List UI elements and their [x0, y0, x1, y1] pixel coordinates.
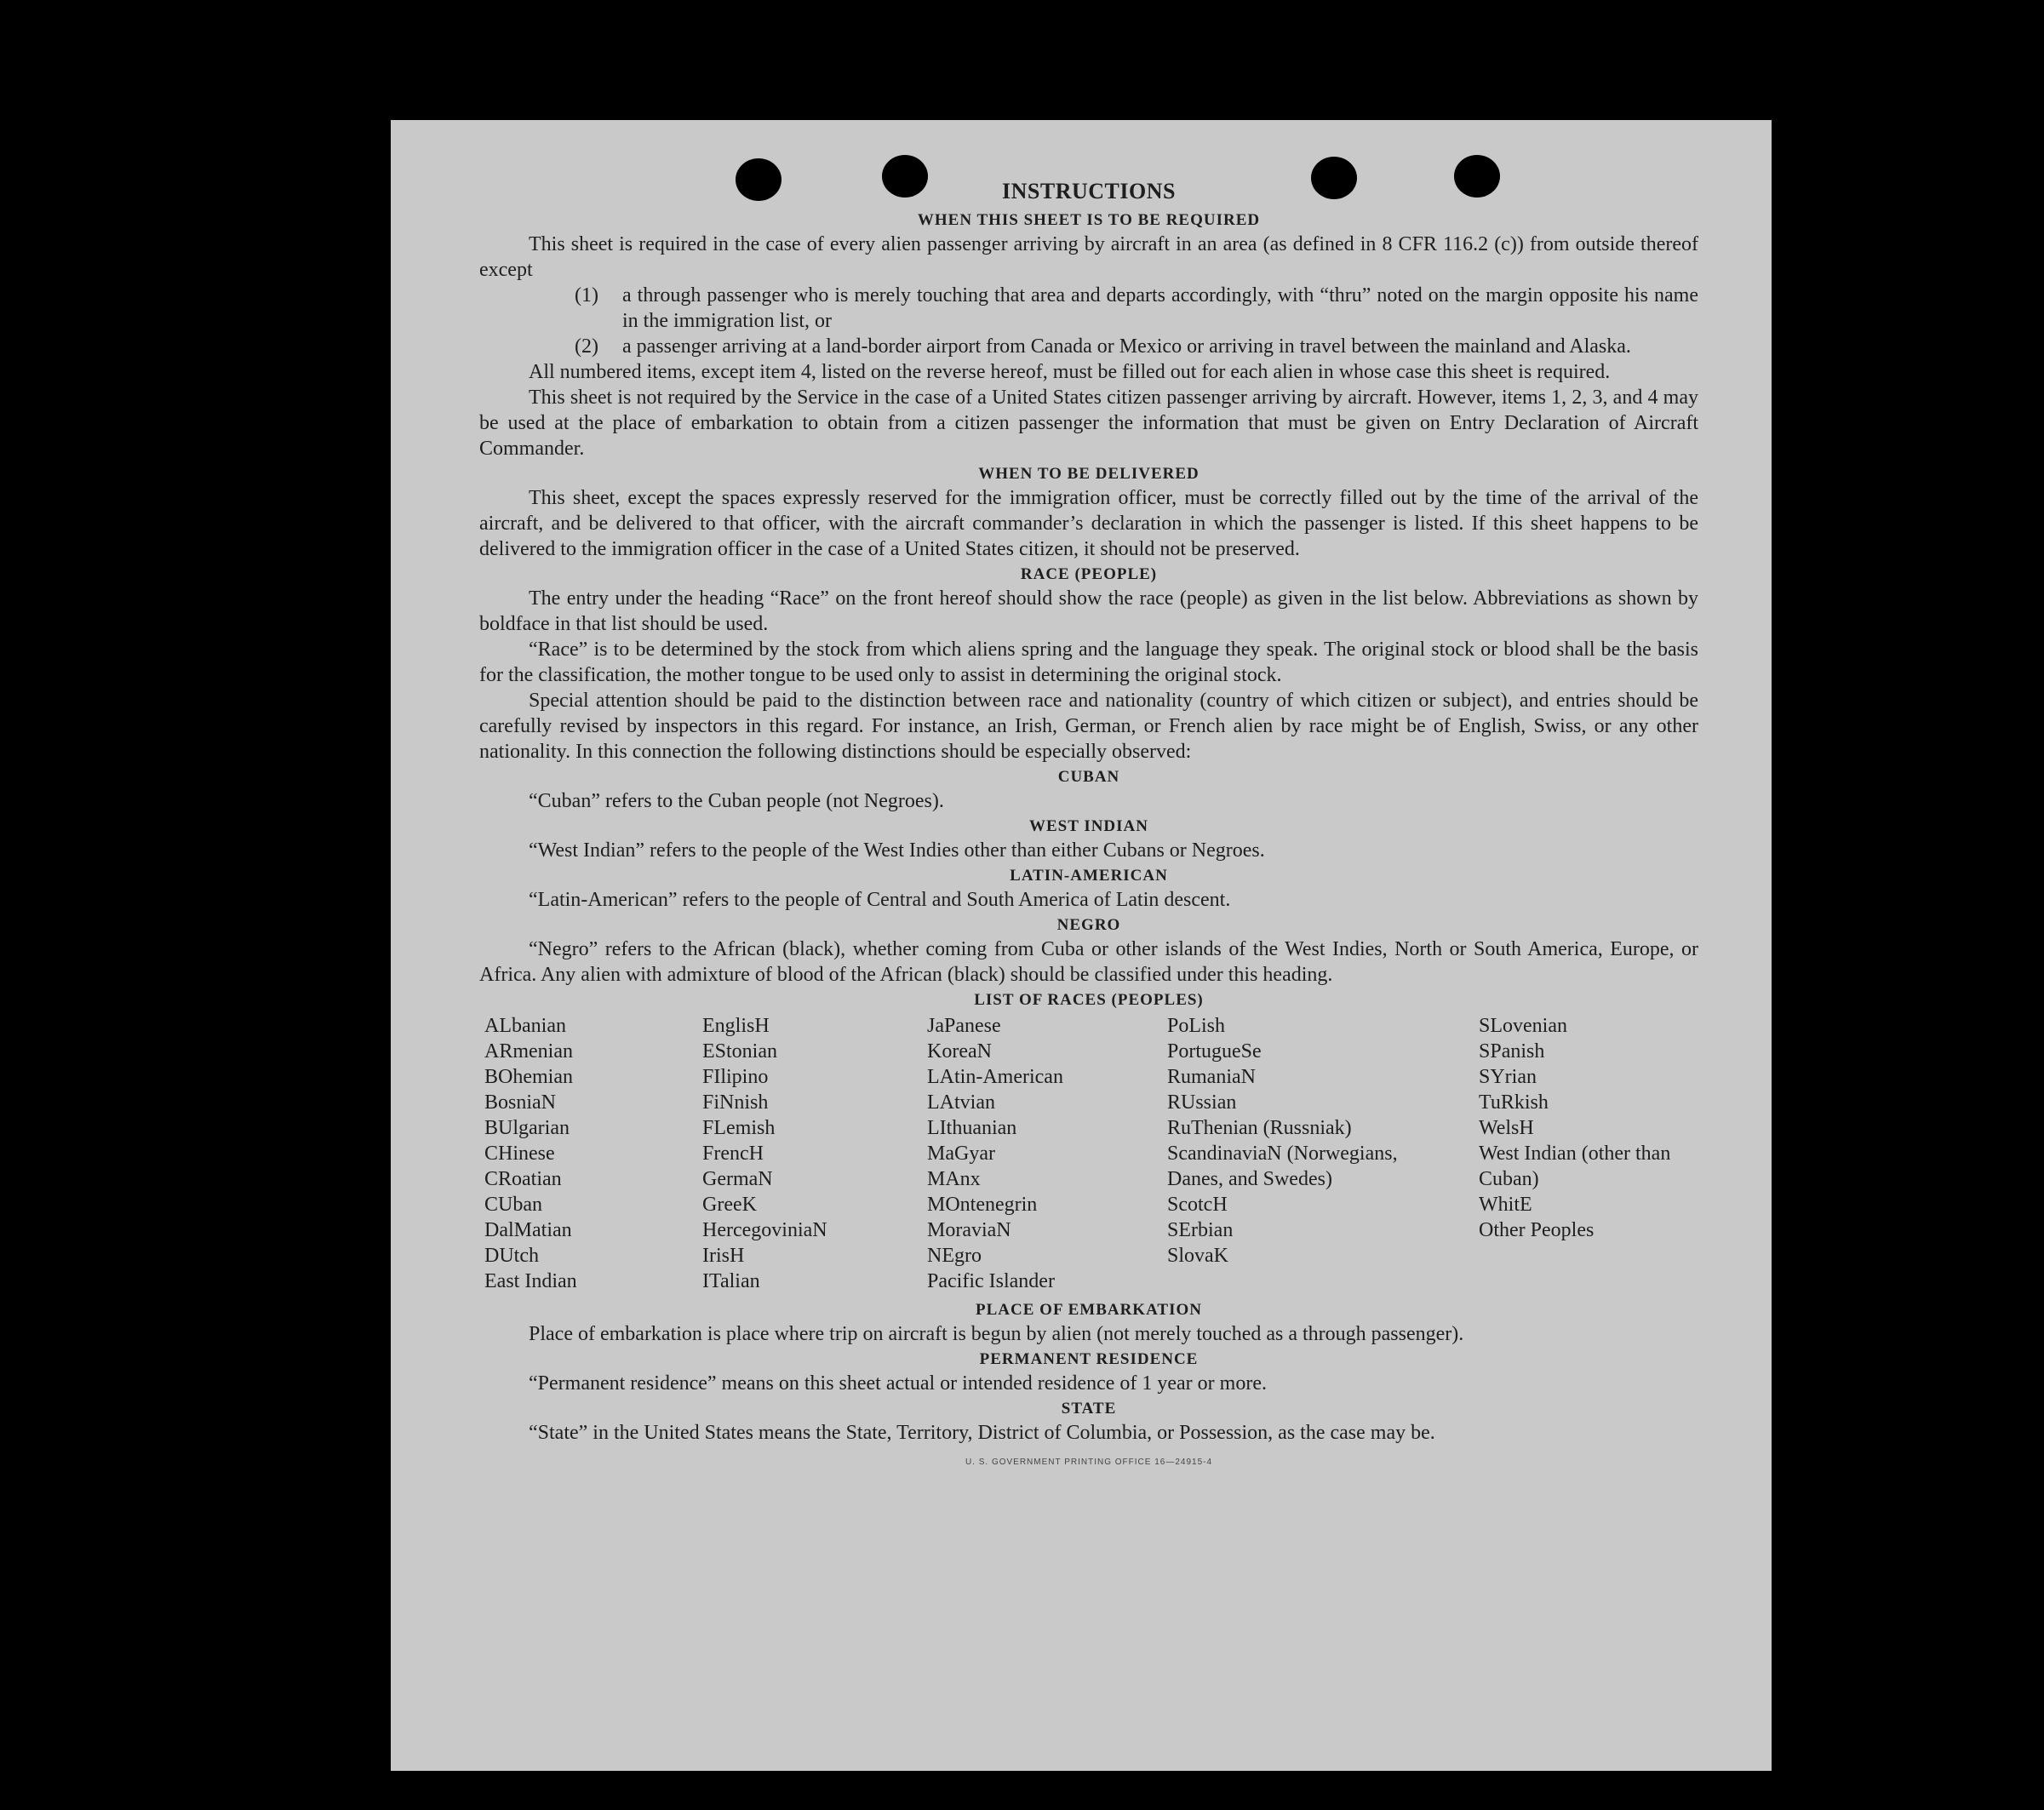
paragraph: This sheet, except the spaces expressly reserved for the immigration officer, must be correctly filled out by the time of the arrival of the aircraft, and be delivered to that officer, with the aircraft commander’s declaration in which the passenger is listed. If this sheet happens to be delivered to the immigration officer in the case of a United States citizen, it should not be preserved.: [479, 487, 1698, 560]
race-entry: West Indian (other than Cuban): [1479, 1143, 1671, 1190]
race-entry: SLovenian: [1479, 1015, 1567, 1037]
races-list: [484, 1013, 1698, 1294]
printer-imprint: U. S. GOVERNMENT PRINTING OFFICE 16—24915-4: [965, 1458, 1213, 1467]
paragraph: This sheet is not required by the Service in the case of a United States citizen passenger arriving by aircraft. However, items 1, 2, 3, and 4 may be used at the place of embarkation to obtain from a citizen passenger the information that must be given on Entry Declaration of Aircraft Commander.: [479, 387, 1698, 460]
race-entry: DUtch: [484, 1245, 539, 1267]
race-entry: PoLish: [1167, 1015, 1226, 1037]
race-entry: TuRkish: [1479, 1091, 1549, 1114]
race-entry: CRoatian: [484, 1168, 562, 1190]
race-entry: PortugueSe: [1167, 1040, 1262, 1063]
exception-number: (2): [575, 335, 598, 358]
race-entry: DalMatian: [484, 1219, 572, 1241]
race-entry: ITalian: [702, 1270, 760, 1292]
punch-hole: [736, 158, 782, 201]
paragraph: Special attention should be paid to the distinction between race and nationality (country of which citizen or subject), and entries should be carefully revised by inspectors in this regard. For instance, an Irish, German, or French alien by race might be of English, Swiss, or any other nationality. In this connection the following distinctions should be especially observed:: [479, 690, 1698, 763]
race-entry: RuThenian (Russniak): [1167, 1117, 1352, 1139]
paragraph: The entry under the heading “Race” on the front hereof should show the race (people) as given in the list below. Abbreviations as shown by boldface in that list should be used.: [479, 587, 1698, 635]
race-entry: ARmenian: [484, 1040, 573, 1063]
race-entry: FIlipino: [702, 1066, 769, 1088]
race-entry: SlovaK: [1167, 1245, 1228, 1267]
race-entry: Other Peoples: [1479, 1219, 1595, 1241]
race-entry: ScotcH: [1167, 1194, 1228, 1216]
race-entry: GreeK: [702, 1194, 757, 1216]
paragraph: “State” in the United States means the State, Territory, District of Columbia, or Possession, as the case may be.: [529, 1422, 1435, 1444]
race-entry: CHinese: [484, 1143, 555, 1165]
race-entry: RumaniaN: [1167, 1066, 1256, 1088]
race-entry: East Indian: [484, 1270, 577, 1292]
races-column: [1479, 1013, 1698, 1294]
races-column: [484, 1013, 702, 1294]
paragraph: “Negro” refers to the African (black), whether coming from Cuba or other islands of the West Indies, North or South America, Europe, or Africa. Any alien with admixture of blood of the African (black) should be classified under this heading.: [479, 938, 1698, 986]
race-entry: BUlgarian: [484, 1117, 570, 1139]
race-entry: MOntenegrin: [927, 1194, 1038, 1216]
race-entry: FrencH: [702, 1143, 764, 1165]
race-entry: MaGyar: [927, 1143, 995, 1165]
race-entry: HercegoviniaN: [702, 1219, 827, 1241]
race-entry: SYrian: [1479, 1066, 1537, 1088]
race-entry: LIthuanian: [927, 1117, 1017, 1139]
paragraph: “Cuban” refers to the Cuban people (not Negroes).: [529, 790, 944, 812]
race-entry: LAtvian: [927, 1091, 995, 1114]
section-heading-when-required: WHEN THIS SHEET IS TO BE REQUIRED: [917, 211, 1261, 229]
section-heading-latin-american: LATIN-AMERICAN: [1010, 867, 1168, 885]
section-heading-state: STATE: [1061, 1400, 1117, 1418]
instruction-sheet: [391, 120, 1772, 1771]
race-entry: KoreaN: [927, 1040, 992, 1063]
race-entry: ScandinaviaN (Norwegians, Danes, and Swedes): [1167, 1143, 1398, 1190]
section-heading-residence: PERMANENT RESIDENCE: [979, 1350, 1199, 1368]
exception-text: a passenger arriving at a land-border airport from Canada or Mexico or arriving in travel between the mainland and Alaska.: [622, 335, 1631, 358]
race-entry: BOhemian: [484, 1066, 573, 1088]
exception-text: a through passenger who is merely touching that area and departs accordingly, with “thru” noted on the margin opposite his name in the immigration list, or: [622, 284, 1698, 332]
paragraph: “West Indian” refers to the people of the West Indies other than either Cubans or Negroes.: [529, 839, 1265, 862]
page-title: INSTRUCTIONS: [1002, 179, 1176, 203]
race-entry: NEgro: [927, 1245, 982, 1267]
race-entry: CUban: [484, 1194, 542, 1216]
race-entry: BosniaN: [484, 1091, 556, 1114]
punch-hole: [882, 155, 928, 198]
race-entry: JaPanese: [927, 1015, 1001, 1037]
paragraph: “Race” is to be determined by the stock from which aliens spring and the language they speak. The original stock or blood shall be the basis for the classification, the mother tongue to be used only to assist in determining the original stock.: [479, 639, 1698, 686]
race-entry: EnglisH: [702, 1015, 770, 1037]
race-entry: RUssian: [1167, 1091, 1237, 1114]
race-entry: MoraviaN: [927, 1219, 1011, 1241]
exception-number: (1): [575, 284, 598, 306]
section-heading-negro: NEGRO: [1056, 916, 1121, 934]
race-entry: FLemish: [702, 1117, 776, 1139]
races-column: [927, 1013, 1167, 1294]
exception-item: [479, 283, 1698, 334]
race-entry: WhitE: [1479, 1194, 1532, 1216]
race-entry: SErbian: [1167, 1219, 1234, 1241]
section-heading-embarkation: PLACE OF EMBARKATION: [976, 1301, 1202, 1319]
section-heading-cuban: CUBAN: [1057, 768, 1120, 786]
paragraph: Place of embarkation is place where trip on aircraft is begun by alien (not merely touched as a through passenger).: [529, 1323, 1464, 1345]
exception-item: [479, 334, 1698, 359]
race-entry: SPanish: [1479, 1040, 1545, 1063]
punch-hole: [1311, 157, 1357, 199]
paragraph: This sheet is required in the case of every alien passenger arriving by aircraft in an area (as defined in 8 CFR 116.2 (c)) from outside thereof except: [479, 233, 1698, 281]
race-entry: IrisH: [702, 1245, 745, 1267]
race-entry: Pacific Islander: [927, 1270, 1055, 1292]
race-entry: GermaN: [702, 1168, 773, 1190]
section-heading-race: RACE (PEOPLE): [1020, 565, 1158, 583]
races-column: [702, 1013, 927, 1294]
race-entry: LAtin-American: [927, 1066, 1063, 1088]
race-entry: FiNnish: [702, 1091, 769, 1114]
punch-hole: [1454, 155, 1500, 198]
race-entry: ALbanian: [484, 1015, 566, 1037]
section-heading-races-list: LIST OF RACES (PEOPLES): [974, 991, 1204, 1009]
paragraph: “Permanent residence” means on this sheet actual or intended residence of 1 year or more.: [529, 1372, 1267, 1395]
paragraph: All numbered items, except item 4, listed on the reverse hereof, must be filled out for each alien in whose case this sheet is required.: [529, 361, 1611, 383]
race-entry: WelsH: [1479, 1117, 1534, 1139]
paragraph: “Latin-American” refers to the people of Central and South America of Latin descent.: [529, 889, 1231, 911]
race-entry: MAnx: [927, 1168, 981, 1190]
section-heading-west-indian: WEST INDIAN: [1029, 817, 1148, 835]
races-column: [1167, 1013, 1479, 1294]
race-entry: EStonian: [702, 1040, 777, 1063]
section-heading-when-delivered: WHEN TO BE DELIVERED: [978, 465, 1199, 483]
